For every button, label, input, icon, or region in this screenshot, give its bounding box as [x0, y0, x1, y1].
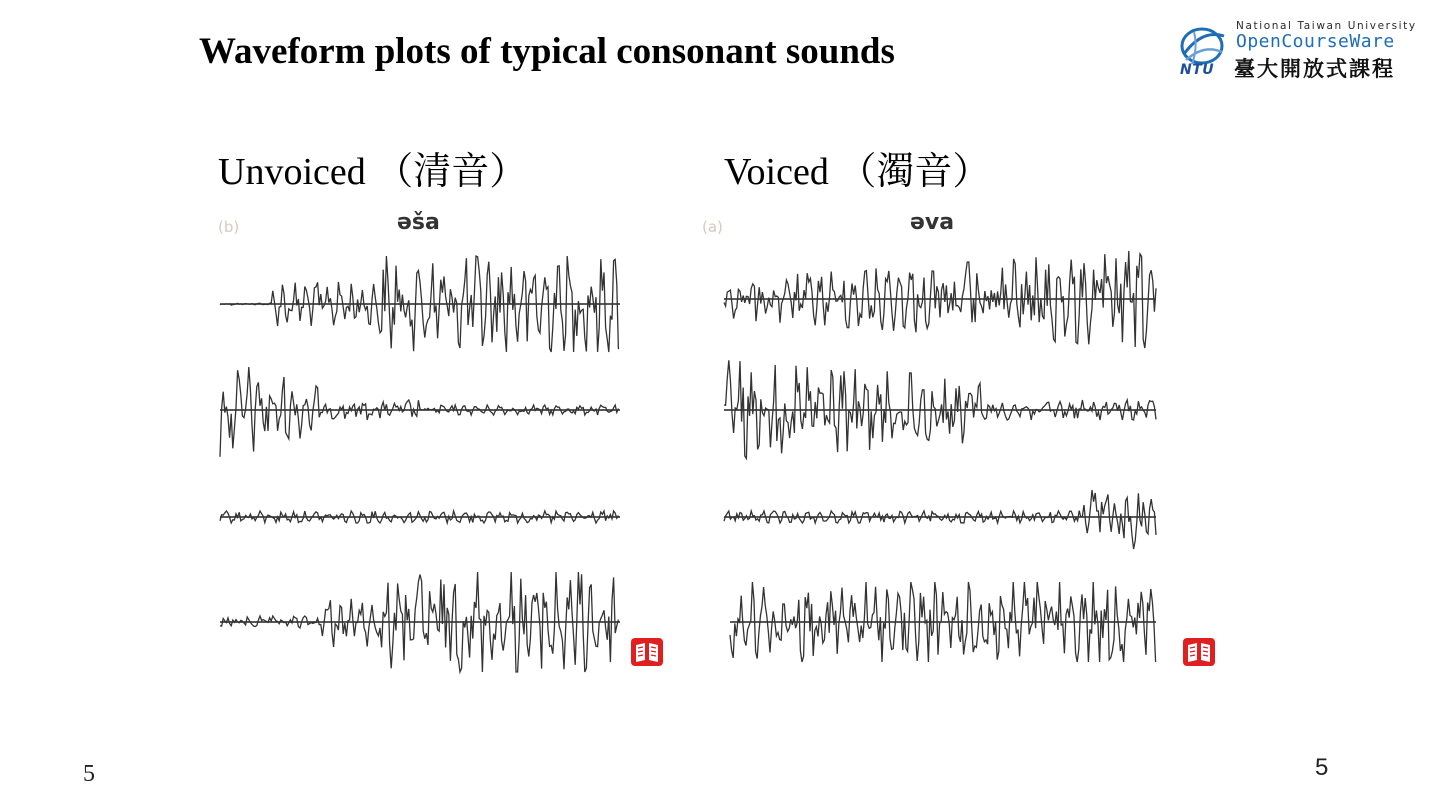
phonetic-voiced: əva	[910, 210, 955, 235]
page-number-footer: 5	[83, 761, 95, 787]
slide-number: 5	[1315, 754, 1329, 781]
ntu-wordmark: NTU	[1180, 62, 1215, 78]
slide-title: Waveform plots of typical consonant sounds	[199, 31, 895, 72]
logo-university-name: National Taiwan University	[1236, 20, 1417, 32]
unvoiced-label: Unvoiced （清音）	[218, 151, 528, 193]
voiced-label: Voiced （濁音）	[724, 151, 991, 193]
book-icon[interactable]	[1182, 637, 1216, 667]
logo-chinese-name: 臺大開放式課程	[1234, 57, 1395, 81]
panel-tag-unvoiced: (b)	[218, 218, 240, 236]
voiced-trace-3	[724, 490, 1156, 549]
panel-tag-voiced: (a)	[702, 218, 723, 236]
book-icon[interactable]	[630, 637, 664, 667]
phonetic-unvoiced: əša	[397, 210, 440, 235]
unvoiced-trace-2	[220, 367, 618, 457]
logo-brand: OpenCourseWare	[1236, 31, 1395, 52]
